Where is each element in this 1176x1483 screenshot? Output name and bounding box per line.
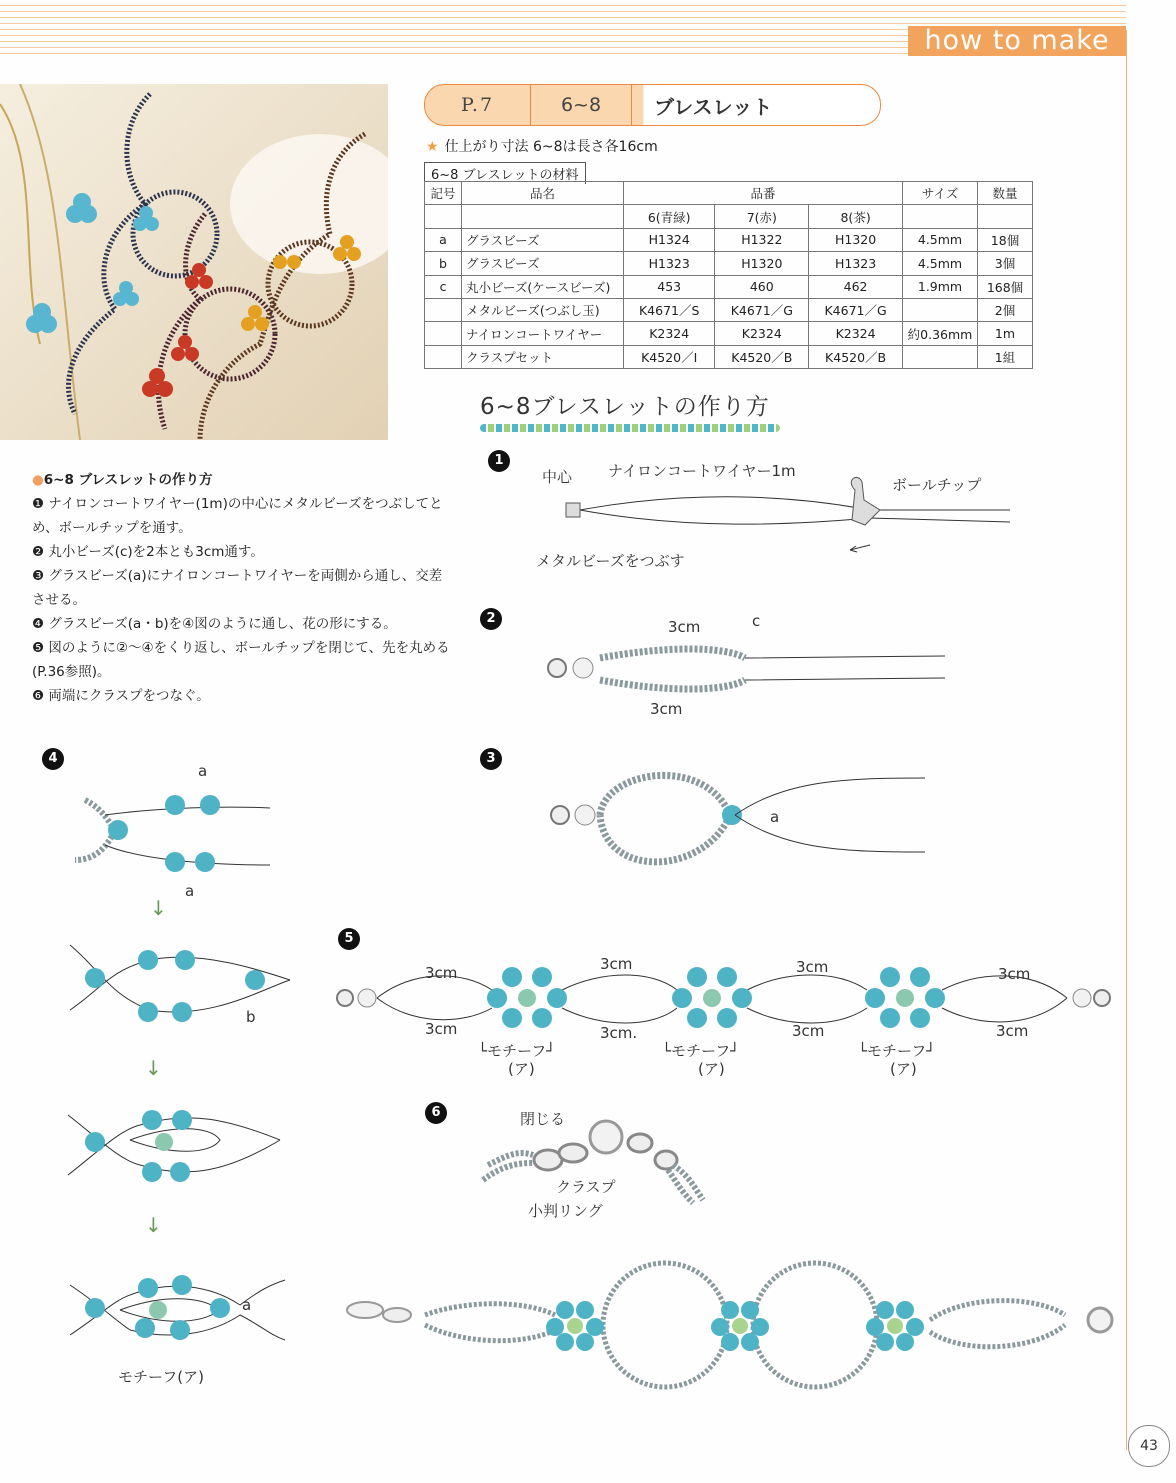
diagram-1-number: 1: [488, 450, 510, 472]
diagram-2: [545, 640, 955, 700]
label-a: a: [770, 808, 780, 826]
label-wire: ナイロンコートワイヤー1m: [608, 462, 796, 480]
label-crush: メタルビーズをつぶす: [536, 552, 685, 570]
step: ❸ グラスビーズ(a)にナイロンコートワイヤーを両側から通し、交差させる。: [32, 568, 443, 608]
finished-size: [426, 136, 658, 156]
diagram-4-number: 4: [42, 748, 64, 770]
motif-sub: (ア): [890, 1060, 917, 1078]
motif-label: └モチーフ┘: [662, 1042, 740, 1060]
variant-7: 7(赤): [715, 205, 809, 228]
motif-label: └モチーフ┘: [858, 1042, 936, 1060]
label-3cm: 3cm: [600, 955, 633, 973]
instructions: [32, 468, 452, 708]
label-a-end: a: [242, 1296, 252, 1314]
label-3cm: 3cm: [425, 1020, 458, 1038]
svg-text:↓: ↓: [150, 896, 167, 920]
variant-6: 6(青緑): [624, 205, 715, 228]
table-row: メタルビーズ(つぶし玉) K4671／S K4671／G K4671／G 2個: [425, 298, 1033, 321]
label-a-bottom: a: [185, 882, 195, 900]
diagram-6-number: 6: [425, 1102, 447, 1124]
label-3cm: 3cm: [668, 618, 701, 636]
label-3cm: 3cm: [796, 958, 829, 976]
table-row: b グラスビーズ H1323 H1320 H1323 4.5mm 3個: [425, 252, 1033, 275]
instructions-heading: ●6~8 ブレスレットの作り方: [32, 472, 213, 488]
table-row: クラスプセット K4520／I K4520／B K4520／B 1組: [425, 345, 1033, 368]
diagram-1: [540, 470, 1020, 570]
step: ❷ 丸小ビーズ(c)を2本とも3cm通す。: [32, 544, 264, 560]
finished-bracelet: [345, 1270, 1125, 1380]
bead-divider: [480, 424, 780, 432]
bullet-icon: ●: [32, 472, 44, 488]
table-row: ナイロンコートワイヤー K2324 K2324 K2324 約0.36mm 1m: [425, 322, 1033, 345]
label-close: 閉じる: [520, 1110, 566, 1128]
table-row: a グラスビーズ H1324 H1322 H1320 4.5mm 18個: [425, 228, 1033, 251]
label-3cm: 3cm: [792, 1022, 825, 1040]
col-code: 品番: [624, 182, 903, 205]
col-size: サイズ: [903, 182, 978, 205]
diagram-5-number: 5: [338, 928, 360, 950]
star-icon: ★: [426, 139, 439, 155]
diagram-5: [332, 960, 1122, 1040]
label-ball-tip: ボールチップ: [892, 476, 982, 494]
motif-label: └モチーフ┘: [478, 1042, 556, 1060]
label-3cm: 3cm: [998, 965, 1031, 983]
diagram-4: [60, 780, 300, 1360]
label-3cm: 3cm: [650, 700, 683, 718]
materials-caption: 6~8 ブレスレットの材料: [424, 162, 586, 184]
step: ❹ グラスビーズ(a・b)を④図のように通し、花の形にする。: [32, 616, 397, 632]
label-3cm: 3cm: [996, 1022, 1029, 1040]
page-number: 43: [1128, 1425, 1170, 1467]
label-3cm: 3cm: [425, 964, 458, 982]
finished-size-text: 仕上がり寸法 6~8は長さ各16cm: [444, 139, 658, 155]
diagram-6: [478, 1115, 728, 1205]
brand-label: how to make: [908, 26, 1126, 56]
step: ❻ 両端にクラスプをつなぐ。: [32, 688, 210, 704]
item-range: 6~8: [530, 85, 632, 125]
label-c: c: [752, 612, 761, 630]
product-photo: [0, 84, 388, 440]
variant-8: 8(茶): [809, 205, 903, 228]
label-motif: モチーフ(ア): [118, 1368, 204, 1386]
how-to-title: 6~8ブレスレットの作り方: [480, 394, 770, 420]
col-symbol: 記号: [425, 182, 462, 205]
item-title: ブレスレット: [654, 94, 773, 119]
step: ❶ ナイロンコートワイヤー(1m)の中心にメタルビーズをつぶしてとめ、ボールチップを通す。: [32, 496, 443, 536]
label-center: 中心: [542, 468, 573, 486]
motif-sub: (ア): [508, 1060, 535, 1078]
label-ring: 小判リング: [528, 1202, 603, 1220]
motif-sub: (ア): [698, 1060, 725, 1078]
label-clasp: クラスプ: [556, 1178, 616, 1196]
svg-text:↓: ↓: [145, 1056, 162, 1080]
diagram-3-number: 3: [480, 748, 502, 770]
page-ref: P.7: [460, 94, 495, 116]
margin-rule: [1126, 30, 1127, 1450]
label-3cm-dot: 3cm.: [600, 1024, 638, 1042]
col-qty: 数量: [978, 182, 1033, 205]
label-a-top: a: [198, 762, 208, 780]
table-row: c 丸小ビーズ(ケースビーズ) 453 460 462 1.9mm 168個: [425, 275, 1033, 298]
title-bar: [424, 84, 881, 126]
materials-table: [424, 181, 1033, 369]
svg-text:↓: ↓: [145, 1213, 162, 1237]
diagram-2-number: 2: [480, 608, 502, 630]
diagram-3: [545, 760, 945, 890]
label-b: b: [246, 1008, 256, 1026]
col-name: 品名: [462, 182, 624, 205]
step: ❺ 図のように②～④をくり返し、ボールチップを閉じて、先を丸める(P.36参照)。: [32, 640, 450, 680]
